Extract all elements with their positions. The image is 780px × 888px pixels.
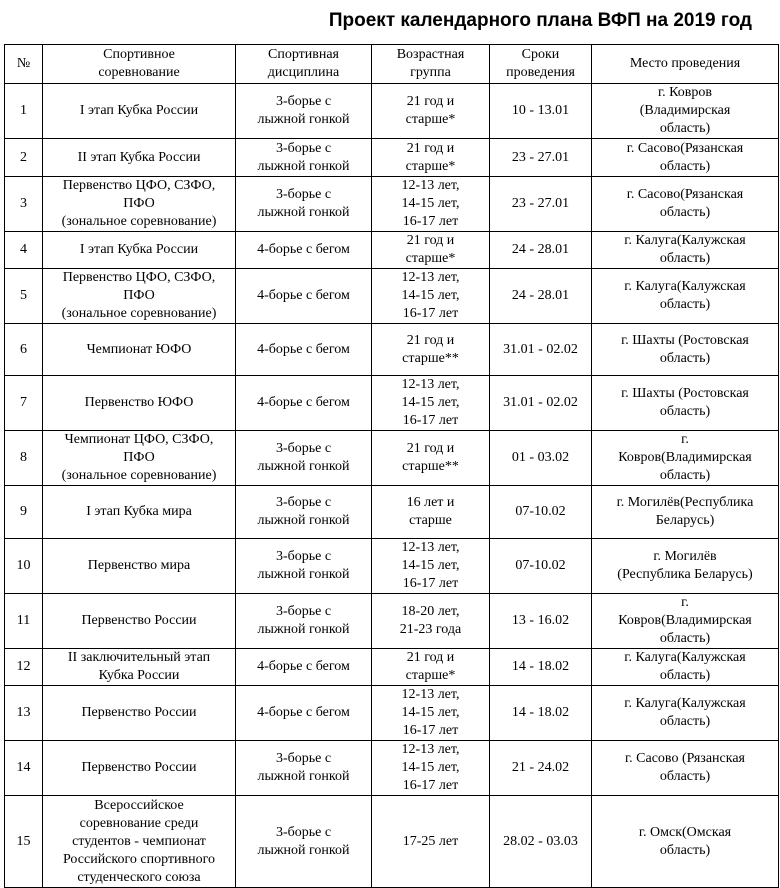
cell-age-group: 12-13 лет, 14-15 лет, 16-17 лет [372, 741, 490, 796]
cell-competition: Первенство России [43, 741, 236, 796]
cell-competition: Чемпионат ЮФО [43, 324, 236, 376]
header-location: Место проведения [592, 45, 779, 84]
table-row [5, 539, 779, 594]
table-row [5, 594, 779, 649]
cell-age-group: 21 год и старше** [372, 431, 490, 486]
header-age-group: Возрастная группа [372, 45, 490, 84]
cell-num: 1 [5, 84, 43, 139]
cell-competition: II заключительный этап Кубка России [43, 649, 236, 686]
cell-dates: 23 - 27.01 [490, 139, 592, 177]
table-row [5, 324, 779, 376]
cell-discipline: 4-борье с бегом [236, 686, 372, 741]
cell-age-group: 21 год и старше* [372, 139, 490, 177]
cell-discipline: 3-борье с лыжной гонкой [236, 741, 372, 796]
cell-location: г. Калуга(Калужская область) [592, 232, 779, 269]
table-row [5, 84, 779, 139]
cell-num: 3 [5, 177, 43, 232]
cell-num: 4 [5, 232, 43, 269]
cell-num: 11 [5, 594, 43, 649]
cell-discipline: 3-борье с лыжной гонкой [236, 177, 372, 232]
cell-num: 5 [5, 269, 43, 324]
calendar-table [4, 44, 779, 888]
page-title: Проект календарного плана ВФП на 2019 год [328, 10, 752, 31]
cell-location: г. Калуга(Калужская область) [592, 649, 779, 686]
cell-dates: 24 - 28.01 [490, 232, 592, 269]
cell-dates: 14 - 18.02 [490, 686, 592, 741]
cell-location: г. Омск(Омская область) [592, 796, 779, 888]
table-row [5, 177, 779, 232]
cell-location: г. Ковров (Владимирская область) [592, 84, 779, 139]
cell-age-group: 12-13 лет, 14-15 лет, 16-17 лет [372, 539, 490, 594]
cell-discipline: 3-борье с лыжной гонкой [236, 139, 372, 177]
cell-location: г. Могилёв (Республика Беларусь) [592, 539, 779, 594]
cell-dates: 10 - 13.01 [490, 84, 592, 139]
cell-dates: 07-10.02 [490, 539, 592, 594]
cell-discipline: 3-борье с лыжной гонкой [236, 431, 372, 486]
cell-competition: Всероссийское соревнование среди студентов - чемпионат Российского спортивного студенческого союза [43, 796, 236, 888]
cell-dates: 31.01 - 02.02 [490, 376, 592, 431]
header-row [5, 45, 779, 84]
cell-discipline: 3-борье с лыжной гонкой [236, 539, 372, 594]
cell-discipline: 3-борье с лыжной гонкой [236, 594, 372, 649]
cell-competition: Чемпионат ЦФО, СЗФО, ПФО (зональное соревнование) [43, 431, 236, 486]
header-competition: Спортивное соревнование [43, 45, 236, 84]
table-row [5, 686, 779, 741]
cell-dates: 21 - 24.02 [490, 741, 592, 796]
cell-discipline: 3-борье с лыжной гонкой [236, 486, 372, 539]
cell-num: 6 [5, 324, 43, 376]
cell-location: г. Шахты (Ростовская область) [592, 324, 779, 376]
cell-num: 2 [5, 139, 43, 177]
table-row [5, 376, 779, 431]
table-row [5, 431, 779, 486]
cell-age-group: 21 год и старше* [372, 84, 490, 139]
cell-location: г. Калуга(Калужская область) [592, 686, 779, 741]
cell-location: г. Ковров(Владимирская область) [592, 594, 779, 649]
cell-age-group: 21 год и старше* [372, 649, 490, 686]
cell-competition: I этап Кубка России [43, 232, 236, 269]
cell-competition: Первенство ЦФО, СЗФО, ПФО (зональное соревнование) [43, 177, 236, 232]
cell-location: г. Могилёв(Республика Беларусь) [592, 486, 779, 539]
table-row [5, 649, 779, 686]
cell-num: 10 [5, 539, 43, 594]
cell-dates: 07-10.02 [490, 486, 592, 539]
cell-competition: Первенство России [43, 594, 236, 649]
cell-discipline: 3-борье с лыжной гонкой [236, 84, 372, 139]
cell-num: 7 [5, 376, 43, 431]
cell-competition: Первенство ЦФО, СЗФО, ПФО (зональное соревнование) [43, 269, 236, 324]
cell-num: 12 [5, 649, 43, 686]
cell-age-group: 12-13 лет, 14-15 лет, 16-17 лет [372, 686, 490, 741]
cell-location: г. Сасово (Рязанская область) [592, 741, 779, 796]
cell-location: г. Сасово(Рязанская область) [592, 177, 779, 232]
header-discipline: Спортивная дисциплина [236, 45, 372, 84]
cell-age-group: 17-25 лет [372, 796, 490, 888]
cell-num: 15 [5, 796, 43, 888]
cell-competition: II этап Кубка России [43, 139, 236, 177]
cell-discipline: 4-борье с бегом [236, 232, 372, 269]
cell-location: г. Сасово(Рязанская область) [592, 139, 779, 177]
cell-dates: 23 - 27.01 [490, 177, 592, 232]
cell-dates: 01 - 03.02 [490, 431, 592, 486]
cell-discipline: 4-борье с бегом [236, 269, 372, 324]
cell-competition: Первенство мира [43, 539, 236, 594]
cell-competition: Первенство России [43, 686, 236, 741]
cell-dates: 31.01 - 02.02 [490, 324, 592, 376]
header-num: № [5, 45, 43, 84]
cell-dates: 14 - 18.02 [490, 649, 592, 686]
cell-competition: I этап Кубка России [43, 84, 236, 139]
cell-dates: 13 - 16.02 [490, 594, 592, 649]
cell-age-group: 21 год и старше** [372, 324, 490, 376]
cell-age-group: 21 год и старше* [372, 232, 490, 269]
cell-competition: Первенство ЮФО [43, 376, 236, 431]
cell-num: 14 [5, 741, 43, 796]
cell-age-group: 16 лет и старше [372, 486, 490, 539]
cell-discipline: 4-борье с бегом [236, 649, 372, 686]
table-row [5, 139, 779, 177]
cell-num: 9 [5, 486, 43, 539]
cell-age-group: 12-13 лет, 14-15 лет, 16-17 лет [372, 177, 490, 232]
cell-location: г. Калуга(Калужская область) [592, 269, 779, 324]
table-row [5, 269, 779, 324]
cell-location: г. Шахты (Ростовская область) [592, 376, 779, 431]
cell-num: 13 [5, 686, 43, 741]
cell-discipline: 4-борье с бегом [236, 376, 372, 431]
table-row [5, 232, 779, 269]
cell-age-group: 12-13 лет, 14-15 лет, 16-17 лет [372, 269, 490, 324]
cell-num: 8 [5, 431, 43, 486]
table-row [5, 486, 779, 539]
cell-dates: 28.02 - 03.03 [490, 796, 592, 888]
cell-discipline: 4-борье с бегом [236, 324, 372, 376]
cell-age-group: 18-20 лет, 21-23 года [372, 594, 490, 649]
cell-age-group: 12-13 лет, 14-15 лет, 16-17 лет [372, 376, 490, 431]
table-body [5, 84, 779, 888]
table-row [5, 741, 779, 796]
cell-dates: 24 - 28.01 [490, 269, 592, 324]
table-row [5, 796, 779, 888]
cell-location: г. Ковров(Владимирская область) [592, 431, 779, 486]
header-dates: Сроки проведения [490, 45, 592, 84]
cell-discipline: 3-борье с лыжной гонкой [236, 796, 372, 888]
cell-competition: I этап Кубка мира [43, 486, 236, 539]
